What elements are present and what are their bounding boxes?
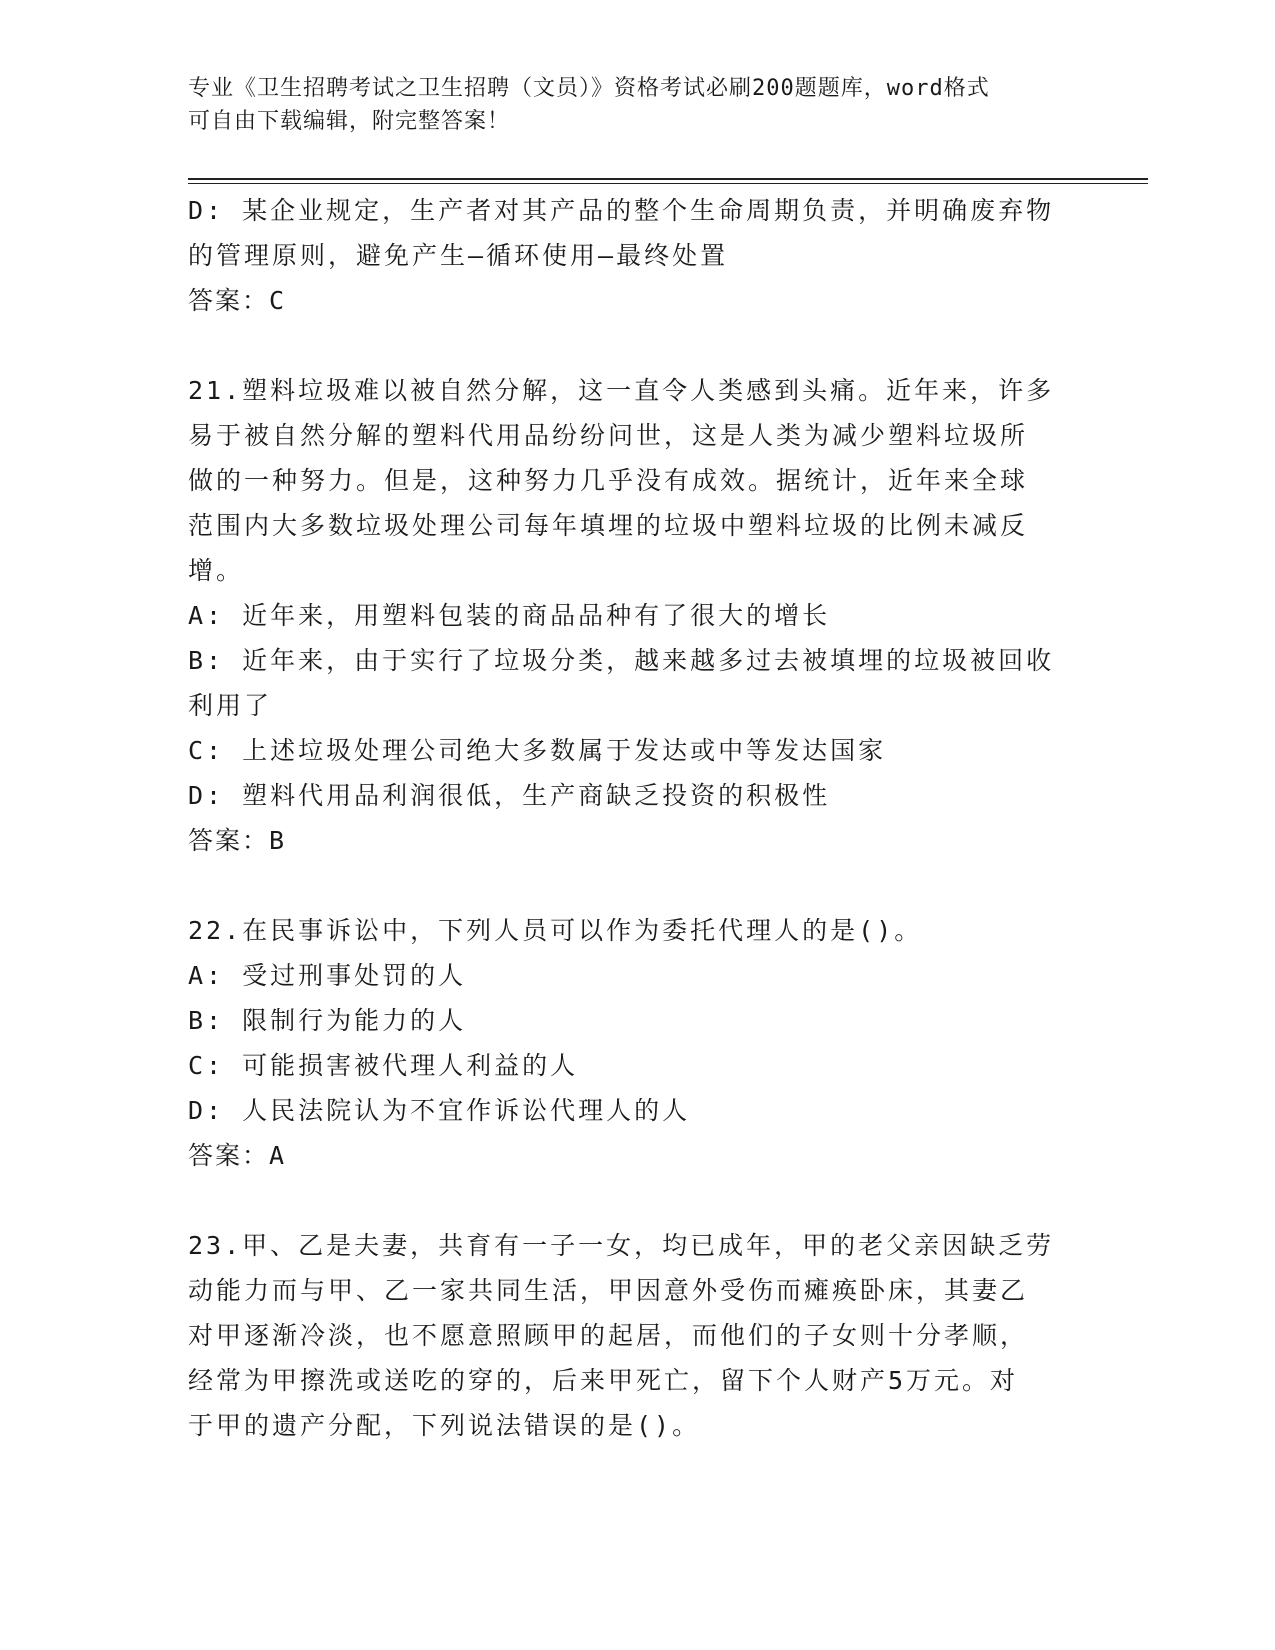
question-21	[188, 368, 1078, 863]
answer-label: 答案：B	[188, 826, 287, 855]
header-divider-thick	[188, 178, 1148, 180]
option-d: D: 塑料代用品利润很低，生产商缺乏投资的积极性	[188, 781, 831, 810]
question-stem: 动能力而与甲、乙一家共同生活，甲因意外受伤而瘫痪卧床，其妻乙	[188, 1276, 1029, 1305]
question-22	[188, 908, 1078, 1178]
option-c: C: 可能损害被代理人利益的人	[188, 1051, 579, 1080]
document-header	[188, 72, 1068, 138]
document-body	[188, 188, 1078, 1448]
question-stem: 易于被自然分解的塑料代用品纷纷问世，这是人类为减少塑料垃圾所	[188, 421, 1029, 450]
question-stem: 21.塑料垃圾难以被自然分解，这一直令人类感到头痛。近年来，许多	[188, 376, 1055, 405]
header-title-line2: 可自由下载编辑，附完整答案！	[188, 109, 511, 134]
option-a: A: 近年来，用塑料包装的商品品种有了很大的增长	[188, 601, 831, 630]
question-stem: 于甲的遗产分配，下列说法错误的是()。	[188, 1411, 701, 1440]
answer-label: 答案：C	[188, 286, 287, 315]
header-divider-thin	[188, 183, 1148, 184]
header-title-line1: 专业《卫生招聘考试之卫生招聘（文员）》资格考试必刷200题题库，word格式	[188, 76, 990, 101]
question-stem: 增。	[188, 556, 245, 585]
spacer	[188, 323, 1078, 368]
option-d: D: 人民法院认为不宜作诉讼代理人的人	[188, 1096, 691, 1125]
question-stem: 经常为甲擦洗或送吃的穿的，后来甲死亡，留下个人财产5万元。对	[188, 1366, 1019, 1395]
option-b: B: 近年来，由于实行了垃圾分类，越来越多过去被填埋的垃圾被回收	[188, 646, 1055, 675]
question-stem: 23.甲、乙是夫妻，共育有一子一女，均已成年，甲的老父亲因缺乏劳	[188, 1231, 1055, 1260]
option-b-continued: 利用了	[188, 691, 273, 720]
question-23	[188, 1223, 1078, 1448]
spacer	[188, 1178, 1078, 1223]
spacer	[188, 863, 1078, 908]
option-b: B: 限制行为能力的人	[188, 1006, 467, 1035]
option-a: A: 受过刑事处罚的人	[188, 961, 467, 990]
option-d-continued: 的管理原则，避免产生—循环使用—最终处置	[188, 241, 729, 270]
question-stem: 做的一种努力。但是，这种努力几乎没有成效。据统计，近年来全球	[188, 466, 1029, 495]
option-d: D: 某企业规定，生产者对其产品的整个生命周期负责，并明确废弃物	[188, 196, 1055, 225]
question-stem: 对甲逐渐冷淡，也不愿意照顾甲的起居，而他们的子女则十分孝顺，	[188, 1321, 1029, 1350]
question-stem: 范围内大多数垃圾处理公司每年填埋的垃圾中塑料垃圾的比例未减反	[188, 511, 1029, 540]
question-20-tail	[188, 188, 1078, 323]
question-stem: 22.在民事诉讼中，下列人员可以作为委托代理人的是()。	[188, 916, 923, 945]
option-c: C: 上述垃圾处理公司绝大多数属于发达或中等发达国家	[188, 736, 887, 765]
answer-label: 答案：A	[188, 1141, 287, 1170]
